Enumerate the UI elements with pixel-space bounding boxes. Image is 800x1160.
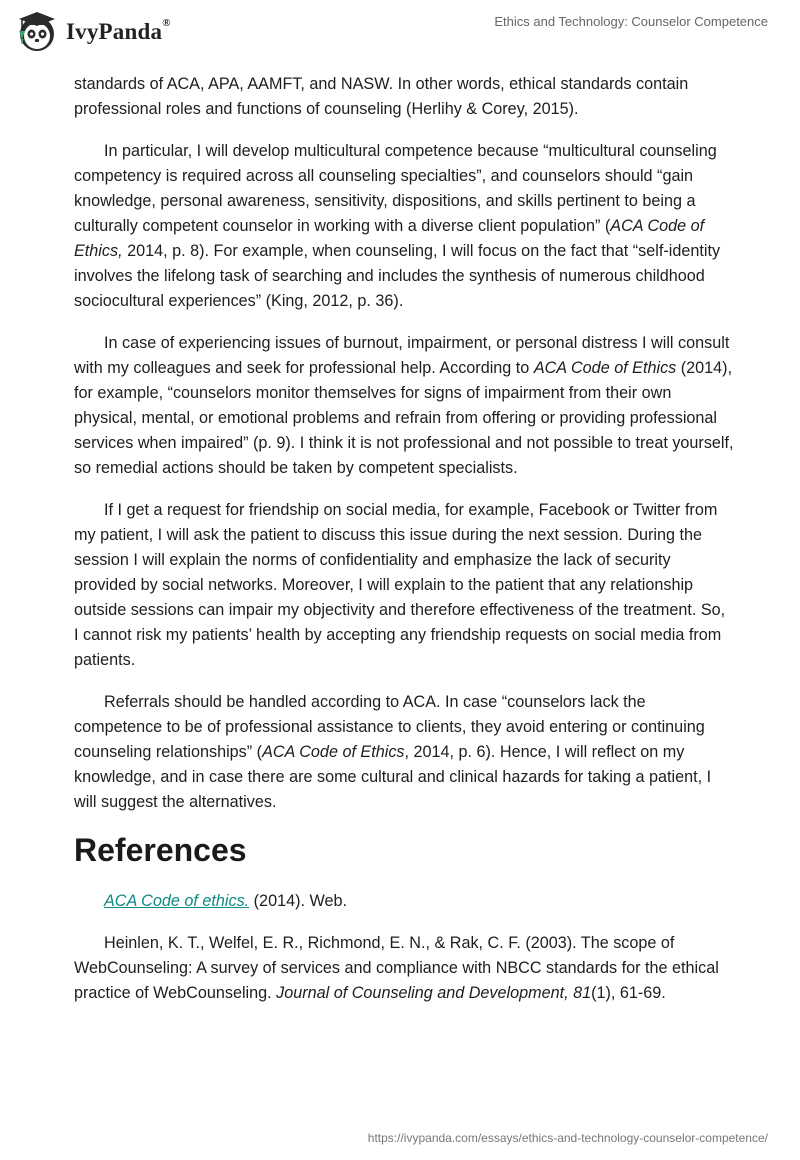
reference-link-aca[interactable]: ACA Code of ethics. xyxy=(104,892,250,910)
footer-url: https://ivypanda.com/essays/ethics-and-technology-counselor-competence/ xyxy=(367,1131,768,1145)
document-title: Ethics and Technology: Counselor Competence xyxy=(494,14,768,29)
reference-item-heinlen: Heinlen, K. T., Welfel, E. R., Richmond, E. N., & Rak, C. F. (2003). The scope of WebCounseling: A survey of services and compliance with NBCC standards for the ethical practice of WebCounseling. Journal of Counseling and Development, 81(1), 61-69. xyxy=(74,934,719,1002)
paragraph-continued: standards of ACA, APA, AAMFT, and NASW. In other words, ethical standards contain professional roles and functions of counseling (Herlihy & Corey, 2015). xyxy=(74,75,689,118)
paragraph-referrals: Referrals should be handled according to ACA. In case “counselors lack the competence to be of professional assistance to clients, they avoid entering or continuing counseling relationships” (ACA Code of Ethics, 2014, p. 6). Hence, I will reflect on my knowledge, and in case there are some cultural and clinical hazards for taking a patient, I will suggest the alternatives. xyxy=(74,693,712,811)
brand-name: IvyPanda® xyxy=(66,17,171,44)
references-heading: References xyxy=(74,832,247,868)
essay-content xyxy=(74,72,734,1023)
paragraph-burnout: In case of experiencing issues of burnout, impairment, or personal distress I will consult with my colleagues and seek for professional help. According to ACA Code of Ethics (2014), for example, “counselors monitor themselves for signs of impairment from their own physical, mental, or emotional problems and refrain from offering or providing professional services when impaired” (p. 9). I think it is not professional and not possible to treat yourself, so remedial actions should be taken by competent specialists. xyxy=(74,334,734,477)
paragraph-social-media: If I get a request for friendship on social media, for example, Facebook or Twitter from my patient, I will ask the patient to discuss this issue during the next session. During the session I will explain the norms of confidentiality and emphasize the lack of security provided by social networks. Moreover, I will explain to the patient that any relationship outside sessions can impair my objectivity and therefore effectiveness of the treatment. So, I cannot risk my patients’ health by accepting any friendship requests on social media from patients. xyxy=(74,501,726,669)
logo[interactable] xyxy=(14,9,171,55)
reference-item-aca: ACA Code of ethics. (2014). Web. xyxy=(104,892,347,910)
paragraph-multicultural: In particular, I will develop multicultural competence because “multicultural counseling competency is required across all counseling specialties”, and counselors should “gain knowledge, personal awareness, sensitivity, dispositions, and skills pertinent to being a culturally competent counselor in working with a diverse client population” (ACA Code of Ethics, 2014, p. 8). For example, when counseling, I will focus on the fact that “self-identity involves the lifelong task of searching and includes the synthesis of numerous childhood sociocultural experiences” (King, 2012, p. 36). xyxy=(74,142,721,310)
page-header xyxy=(0,0,800,64)
panda-logo-icon xyxy=(14,9,60,55)
